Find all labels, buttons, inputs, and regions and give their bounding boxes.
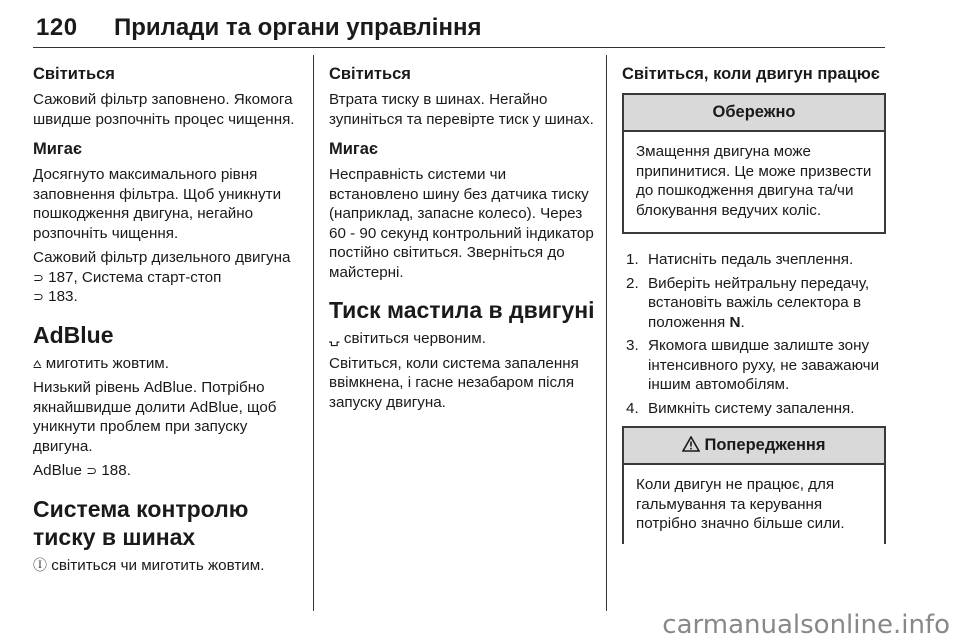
paragraph-cross-reference: Сажовий фільтр дизельного двигуна ⊃ 187, Система старт-стоп ⊃ 183. bbox=[33, 249, 291, 305]
indicator-status-line: ⍽ світиться червоним. bbox=[329, 330, 486, 347]
subheading-flashing: Мигає bbox=[33, 140, 83, 158]
column-right bbox=[622, 56, 886, 544]
cross-reference-link[interactable]: 183. bbox=[48, 288, 78, 305]
oil-pressure-indicator-icon: ⍽ bbox=[329, 330, 340, 346]
subheading-lit: Світиться bbox=[329, 65, 411, 83]
subheading-lit: Світиться bbox=[33, 65, 115, 83]
warning-header bbox=[624, 428, 884, 465]
paragraph: Втрата тиску в шинах. Негайно зупиніться та перевірте тиск у шинах. bbox=[329, 91, 594, 128]
header-rule bbox=[33, 47, 885, 48]
adblue-indicator-icon: ⩟ bbox=[33, 354, 42, 371]
column-middle bbox=[329, 56, 597, 412]
list-item: 2. Виберіть нейтральну передачу, встановіть важіль селектора в положення N. bbox=[626, 274, 870, 331]
paragraph: Досягнуто максимального рівня заповнення фільтра. Щоб уникнути пошкодження двигуна, негайно розпочніть чищення. bbox=[33, 166, 282, 242]
steps-list bbox=[622, 250, 886, 418]
paragraph-cross-reference: AdBlue ⊃ 188. bbox=[33, 462, 131, 479]
warning-title: Попередження bbox=[704, 436, 826, 454]
subheading-engine-running: Світиться, коли двигун працює bbox=[622, 65, 880, 83]
warning-text: Коли двигун не працює, для гальмування та керування потрібно значно більше сили. bbox=[636, 476, 845, 532]
subheading-flashing: Мигає bbox=[329, 140, 379, 158]
indicator-status-line: ⩟ миготить жовтим. bbox=[33, 354, 169, 372]
page-ref-arrow-icon: ⊃ bbox=[33, 269, 44, 285]
chapter-title: Прилади та органи управління bbox=[114, 14, 482, 41]
caution-box bbox=[622, 93, 886, 234]
list-item: 1. Натисніть педаль зчеплення. bbox=[626, 251, 854, 268]
tire-pressure-indicator-icon: Ⓘ bbox=[33, 556, 47, 573]
paragraph: Сажовий фільтр заповнено. Якомога швидше розпочніть процес чищення. bbox=[33, 91, 295, 128]
page-ref-arrow-icon: ⊃ bbox=[33, 289, 44, 304]
warning-triangle-icon bbox=[682, 436, 700, 452]
list-item: 3. Якомога швидше залиште зону інтенсивного руху, не заважаючи іншим автомобілям. bbox=[626, 337, 880, 393]
caution-title: Обережно bbox=[624, 95, 884, 132]
section-title-adblue: AdBlue bbox=[33, 321, 114, 348]
page-number: 120 bbox=[36, 14, 78, 41]
cross-reference-link[interactable]: 187, Система старт-стоп bbox=[48, 268, 222, 286]
cross-reference-link[interactable]: 188. bbox=[101, 462, 131, 479]
paragraph: Несправність системи чи встановлено шину без датчика тиску (наприклад, запасне колесо). Через 60 - 90 секунд контрольний індикатор постійно світиться. Зверніться до майстерні. bbox=[329, 166, 594, 281]
section-title-oil-pressure: Тиск мастила в двигуні bbox=[329, 297, 595, 323]
section-title-tire-pressure: Система контролю тиску в шинах bbox=[33, 495, 249, 550]
column-divider bbox=[606, 55, 607, 611]
warning-box bbox=[622, 426, 886, 544]
watermark: carmanualsonline.info bbox=[662, 610, 950, 640]
caution-text: Змащення двигуна може припинитися. Це може призвести до пошкодження двигуна та/чи блокування ведучих коліс. bbox=[636, 143, 872, 219]
column-divider bbox=[313, 55, 314, 611]
page-header bbox=[0, 0, 960, 50]
page-ref-arrow-icon: ⊃ bbox=[86, 463, 98, 478]
list-item: 4. Вимкніть систему запалення. bbox=[626, 399, 855, 417]
paragraph: Низький рівень AdBlue. Потрібно якнайшвидше долити AdBlue, щоб уникнути проблем при запуску двигуна. bbox=[33, 379, 277, 455]
column-left bbox=[33, 56, 305, 575]
indicator-status-line: Ⓘ світиться чи миготить жовтим. bbox=[33, 556, 265, 574]
paragraph: Світиться, коли система запалення ввімкнена, і гасне незабаром після запуску двигуна. bbox=[329, 354, 579, 411]
